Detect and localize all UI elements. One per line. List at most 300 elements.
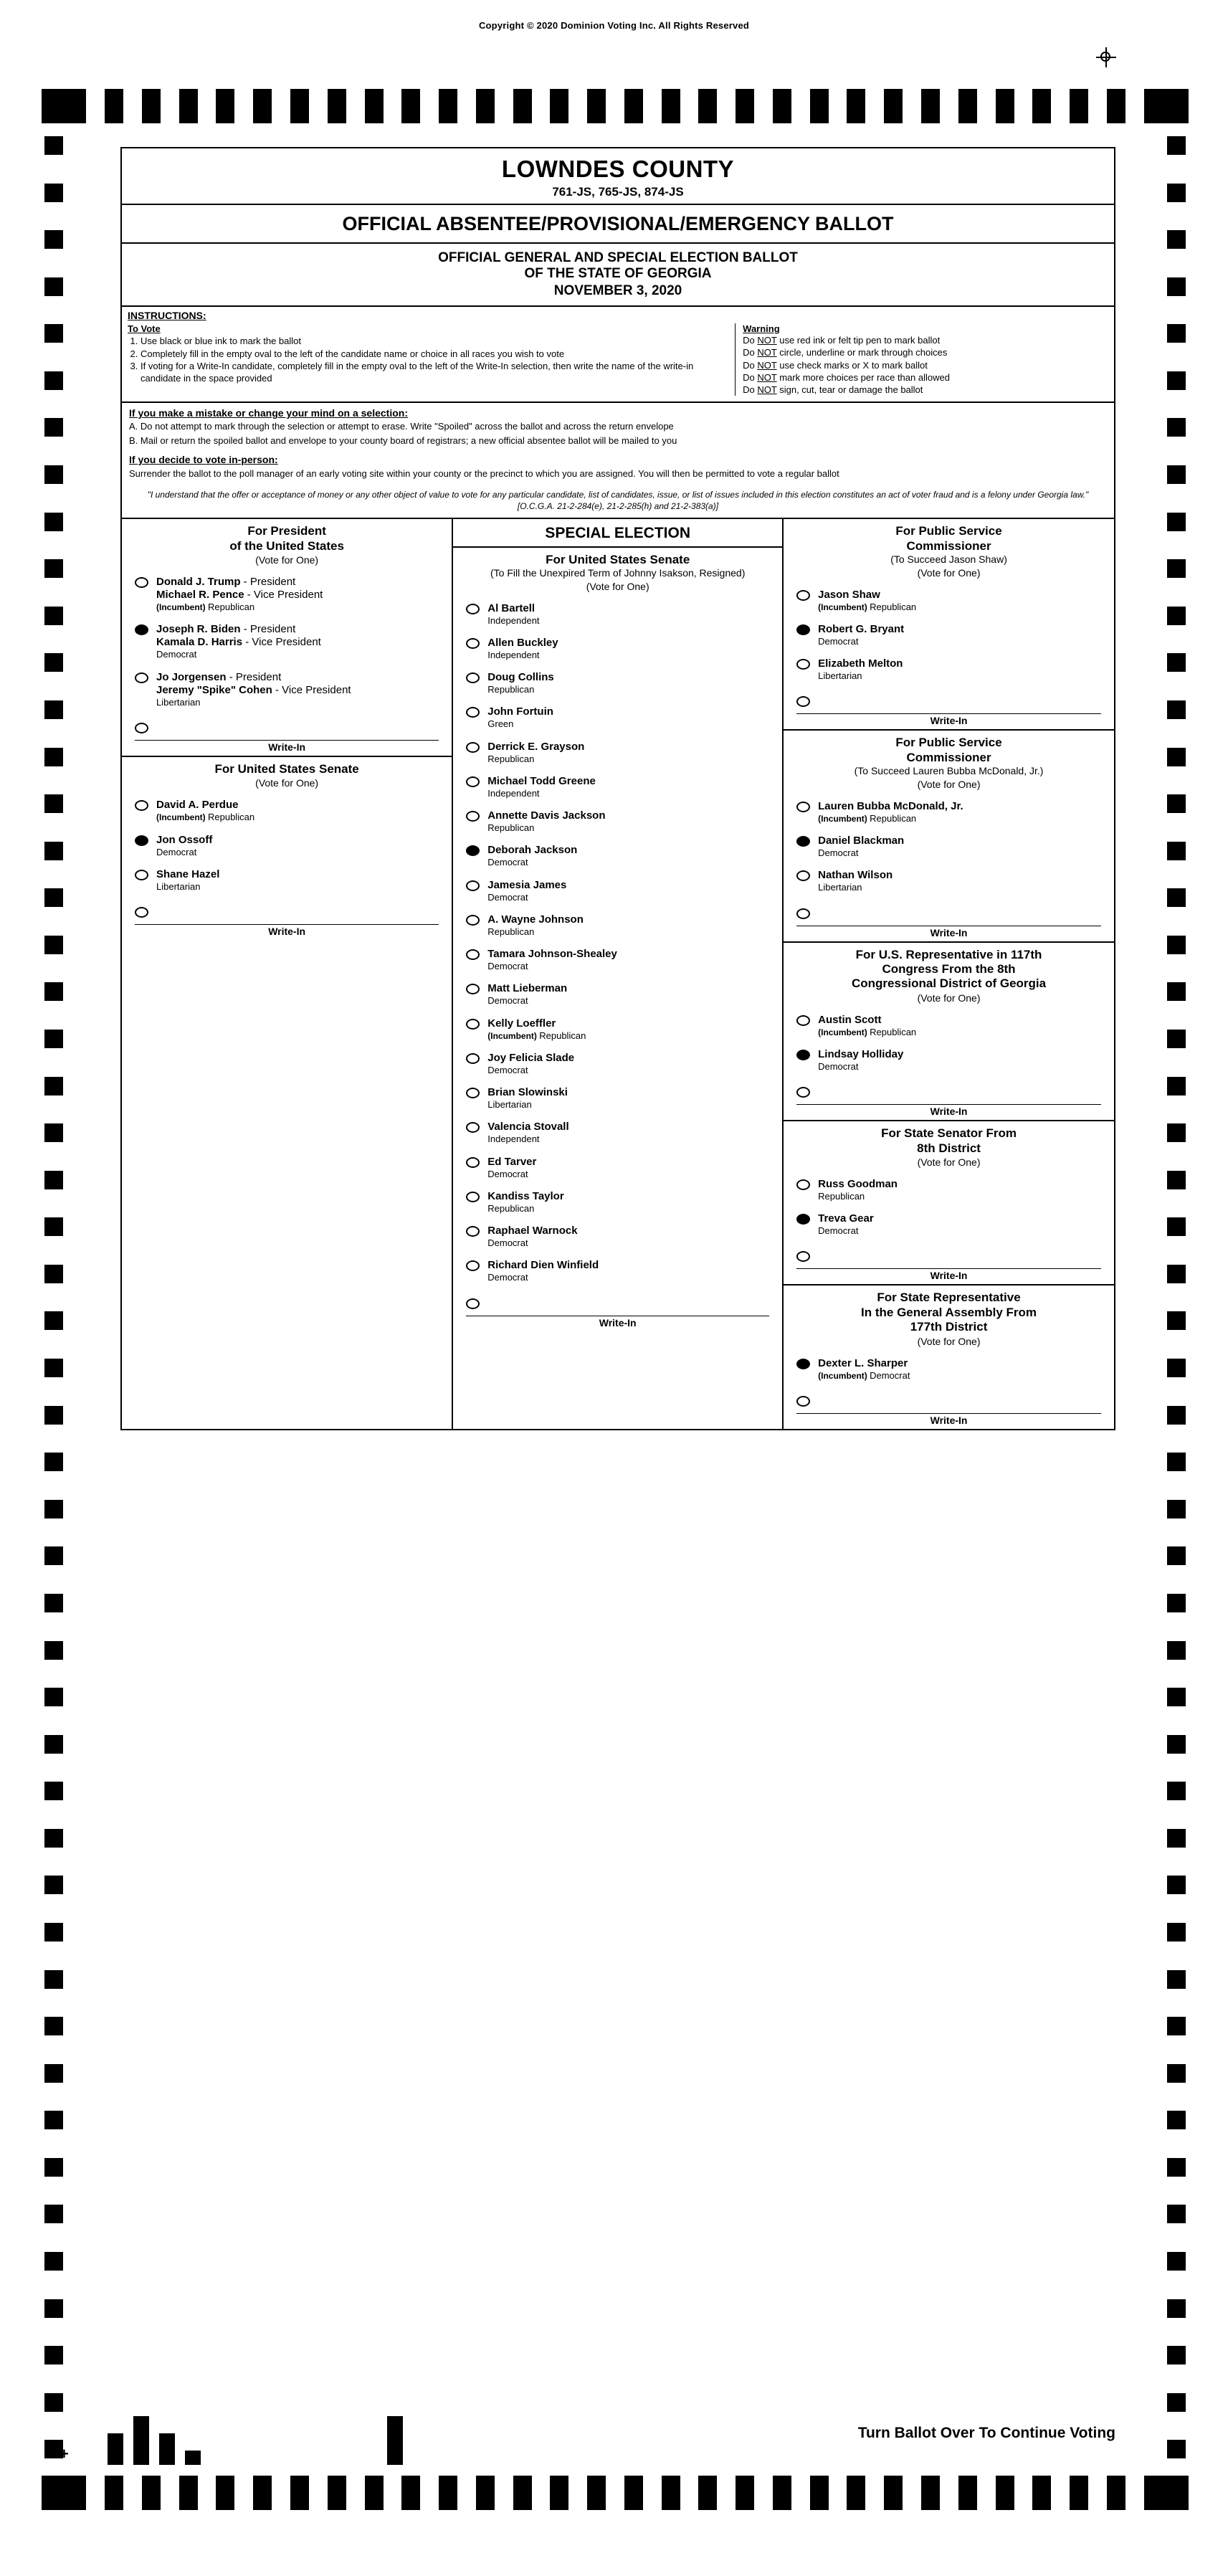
- write-in-section[interactable]: [784, 1245, 1114, 1284]
- write-in-option[interactable]: [784, 902, 1114, 924]
- option-body: [487, 1121, 568, 1145]
- write-in-label: Write-In: [796, 1268, 1101, 1281]
- candidate-name: Allen Buckley: [487, 636, 558, 649]
- timing-mark: [1167, 559, 1186, 578]
- write-in-option[interactable]: [122, 716, 452, 738]
- empty-oval-icon[interactable]: [466, 1192, 480, 1202]
- filled-oval-icon[interactable]: [796, 1214, 810, 1225]
- contest-subtitle: (To Fill the Unexpired Term of Johnny Isakson, Resigned): [490, 567, 746, 579]
- ballot-option[interactable]: [122, 571, 452, 618]
- empty-oval-icon[interactable]: [466, 1122, 480, 1133]
- ballot-option[interactable]: [122, 829, 452, 863]
- ballot-option[interactable]: [784, 1009, 1114, 1043]
- empty-oval-icon[interactable]: [796, 802, 810, 812]
- candidate-name: Richard Dien Winfield: [487, 1259, 599, 1272]
- timing-marks-left: [44, 136, 63, 2459]
- ballot-option[interactable]: [122, 794, 452, 828]
- empty-oval-icon[interactable]: [466, 742, 480, 753]
- timing-mark: [587, 2476, 606, 2510]
- timing-mark: [1167, 1311, 1186, 1330]
- contest-options: [122, 569, 452, 716]
- candidate-party: Libertarian: [156, 696, 201, 708]
- option-body: [818, 1212, 874, 1237]
- timing-mark: [439, 89, 457, 123]
- timing-mark: [44, 1359, 63, 1377]
- filled-oval-icon[interactable]: [466, 845, 480, 856]
- empty-oval-icon[interactable]: [796, 1251, 810, 1262]
- candidate-name: Kelly Loeffler: [487, 1017, 556, 1030]
- empty-oval-icon[interactable]: [466, 1088, 480, 1098]
- timing-mark: [1167, 1829, 1186, 1848]
- contest-title: For State Senator From 8th District: [881, 1126, 1017, 1155]
- candidate-party: Democrat: [487, 961, 528, 972]
- write-in-option[interactable]: [784, 1245, 1114, 1267]
- timing-mark: [958, 2476, 977, 2510]
- candidate-name: Robert G. Bryant: [818, 622, 905, 635]
- timing-mark: [1167, 1970, 1186, 1989]
- contest-title: SPECIAL ELECTION: [545, 525, 690, 542]
- contest-options: [784, 1351, 1114, 1389]
- ballot-option[interactable]: [453, 1185, 782, 1220]
- candidate-name: Daniel Blackman: [818, 835, 905, 847]
- option-body: [818, 589, 916, 613]
- candidate-name: A. Wayne Johnson: [487, 913, 584, 926]
- empty-oval-icon[interactable]: [466, 776, 480, 787]
- candidate-office: - President: [226, 670, 282, 683]
- timing-mark: [1167, 1217, 1186, 1236]
- empty-oval-icon[interactable]: [466, 1053, 480, 1064]
- timing-mark: [44, 1500, 63, 1518]
- timing-mark: [44, 888, 63, 907]
- ballot-option[interactable]: [453, 943, 782, 977]
- contest-title: For State Representative In the General Assembly From 177th District: [861, 1291, 1037, 1334]
- filled-oval-icon[interactable]: [796, 624, 810, 635]
- ballot-option[interactable]: [453, 804, 782, 839]
- empty-oval-icon[interactable]: [466, 811, 480, 822]
- candidate-party: (Incumbent) Republican: [156, 602, 255, 613]
- mistake-option-b: B. Mail or return the spoiled ballot and envelope to your county board of registrars; a new official absentee ballot will be mailed to you: [129, 435, 677, 447]
- timing-mark: [44, 513, 63, 531]
- contest: [784, 519, 1114, 731]
- ballot-option[interactable]: [453, 839, 782, 873]
- option-body: [818, 869, 893, 893]
- filled-oval-icon[interactable]: [135, 835, 148, 846]
- timing-mark: [1167, 2017, 1186, 2035]
- timing-mark: [179, 89, 198, 123]
- ballot-option[interactable]: [453, 597, 782, 632]
- timing-mark: [1167, 653, 1186, 672]
- timing-mark: [44, 936, 63, 954]
- timing-marks-top: [42, 89, 1189, 123]
- timing-mark: [44, 1688, 63, 1706]
- write-in-label: Write-In: [135, 740, 439, 753]
- contest-options: [784, 794, 1114, 902]
- timing-mark: [44, 1829, 63, 1848]
- candidate-name: Treva Gear: [818, 1212, 874, 1225]
- warning-line: Do NOT use red ink or felt tip pen to mark ballot: [743, 335, 941, 346]
- timing-mark: [698, 89, 717, 123]
- contest-header: [784, 1285, 1114, 1350]
- ballot-option[interactable]: [784, 1173, 1114, 1207]
- write-in-option[interactable]: [784, 690, 1114, 712]
- timing-mark: [847, 89, 865, 123]
- candidate-party: Democrat: [156, 649, 197, 660]
- option-body: [156, 576, 323, 613]
- ballot-option[interactable]: [784, 618, 1114, 652]
- to-vote-heading: To Vote: [128, 323, 161, 334]
- timing-mark: [44, 2111, 63, 2129]
- incumbent-label: (Incumbent): [156, 812, 208, 823]
- candidate-name: Elizabeth Melton: [818, 657, 903, 670]
- ballot-option[interactable]: [784, 652, 1114, 687]
- timing-mark: [662, 89, 680, 123]
- option-body: [818, 623, 904, 647]
- filled-oval-icon[interactable]: [135, 624, 148, 635]
- ballot-option[interactable]: [453, 1047, 782, 1081]
- timing-mark: [958, 89, 977, 123]
- option-body: [487, 1017, 586, 1042]
- candidate-name: Jon Ossoff: [156, 833, 213, 846]
- ballot-option[interactable]: [453, 1151, 782, 1185]
- filled-oval-icon[interactable]: [796, 1359, 810, 1369]
- timing-mark: [1167, 1688, 1186, 1706]
- timing-mark: [179, 2476, 198, 2510]
- ballot-option[interactable]: [453, 736, 782, 770]
- option-body: [487, 1259, 599, 1283]
- candidate-name: Deborah Jackson: [487, 844, 578, 857]
- candidate-party: Democrat: [487, 995, 528, 1007]
- empty-oval-icon[interactable]: [796, 696, 810, 707]
- timing-mark: [884, 89, 903, 123]
- timing-mark: [1107, 2476, 1125, 2510]
- filled-oval-icon[interactable]: [796, 836, 810, 847]
- ballot-option[interactable]: [784, 1043, 1114, 1078]
- write-in-label: Write-In: [796, 1413, 1101, 1426]
- incumbent-label: (Incumbent): [818, 1027, 870, 1037]
- timing-mark: [44, 1876, 63, 1894]
- option-body: [487, 705, 553, 730]
- ballot-option[interactable]: [453, 770, 782, 804]
- candidate-party: Libertarian: [818, 882, 862, 893]
- empty-oval-icon[interactable]: [796, 1179, 810, 1190]
- timing-mark: [476, 89, 495, 123]
- option-body: [487, 1225, 577, 1249]
- contest-vote-for: (Vote for One): [917, 992, 981, 1004]
- contest-title: For Public Service Commissioner: [895, 524, 1002, 553]
- county-name: LOWNDES COUNTY: [501, 156, 735, 182]
- ballot-option[interactable]: [784, 584, 1114, 618]
- timing-mark: [1070, 89, 1088, 123]
- write-in-section[interactable]: [784, 690, 1114, 729]
- timing-mark: [773, 2476, 791, 2510]
- write-in-section[interactable]: [453, 1292, 782, 1331]
- write-in-section[interactable]: [784, 902, 1114, 941]
- timing-mark: [44, 842, 63, 860]
- ballot-option[interactable]: [453, 977, 782, 1012]
- timing-mark: [1032, 89, 1051, 123]
- contest-title: For U.S. Representative in 117th Congress From the 8th Congressional District of Georgia: [851, 947, 1047, 991]
- timing-mark: [1167, 842, 1186, 860]
- ballot-election-header: [122, 244, 1114, 307]
- instructions-section: [122, 307, 1114, 403]
- timing-mark: [1167, 1171, 1186, 1189]
- candidate-name: Matt Lieberman: [487, 982, 568, 995]
- timing-mark: [1167, 2064, 1186, 2083]
- contest-vote-for: (Vote for One): [917, 1156, 981, 1168]
- timing-mark: [44, 2252, 63, 2271]
- timing-mark: [996, 89, 1014, 123]
- timing-mark: [44, 1265, 63, 1283]
- timing-mark: [216, 2476, 234, 2510]
- empty-oval-icon[interactable]: [466, 1157, 480, 1168]
- timing-mark: [1167, 1546, 1186, 1565]
- candidate-name: Annette Davis Jackson: [487, 809, 606, 822]
- option-body: [818, 657, 903, 682]
- ballot-option[interactable]: [453, 874, 782, 908]
- running-mate-office: - Vice President: [272, 683, 351, 696]
- timing-mark: [44, 1123, 63, 1142]
- registration-target-icon: [1096, 47, 1116, 67]
- candidate-party: Democrat: [156, 846, 197, 857]
- contest-title: For Public Service Commissioner: [895, 736, 1002, 764]
- timing-mark: [847, 2476, 865, 2510]
- ballot-option[interactable]: [784, 795, 1114, 830]
- candidate-name: Ed Tarver: [487, 1155, 537, 1168]
- write-in-option[interactable]: [784, 1080, 1114, 1103]
- timing-mark: [328, 2476, 346, 2510]
- option-body: [818, 800, 963, 824]
- timing-mark: [44, 559, 63, 578]
- timing-mark: [1167, 1594, 1186, 1612]
- write-in-section[interactable]: [122, 900, 452, 940]
- option-body: [487, 982, 567, 1007]
- candidate-party: (Incumbent) Republican: [156, 812, 255, 823]
- ballot-option[interactable]: [453, 1116, 782, 1150]
- contest-vote-for: (Vote for One): [917, 778, 981, 790]
- ballot-option[interactable]: [453, 666, 782, 700]
- candidate-office: - President: [240, 576, 296, 589]
- empty-oval-icon[interactable]: [466, 880, 480, 891]
- empty-oval-icon[interactable]: [796, 1396, 810, 1407]
- timing-mark: [44, 371, 63, 390]
- instructions-to-vote: [128, 323, 736, 396]
- candidate-party: Democrat: [487, 891, 528, 903]
- empty-oval-icon[interactable]: [135, 577, 148, 588]
- candidate-name: Kandiss Taylor: [487, 1189, 564, 1202]
- timing-mark: [587, 89, 606, 123]
- empty-oval-icon[interactable]: [135, 800, 148, 811]
- timing-mark: [142, 2476, 161, 2510]
- empty-oval-icon[interactable]: [135, 907, 148, 918]
- timing-mark: [44, 1923, 63, 1941]
- option-body: [818, 1048, 903, 1073]
- candidate-party: Libertarian: [818, 670, 862, 682]
- timing-mark: [44, 136, 63, 155]
- contest-header: [784, 1121, 1114, 1171]
- timing-mark: [105, 89, 123, 123]
- contest-header: [784, 943, 1114, 1007]
- candidate-name: Jamesia James: [487, 878, 567, 891]
- empty-oval-icon[interactable]: [796, 870, 810, 881]
- option-body: [156, 868, 219, 893]
- timing-mark: [921, 2476, 940, 2510]
- timing-mark: [44, 465, 63, 484]
- option-body: [487, 809, 605, 834]
- timing-mark: [44, 2299, 63, 2318]
- write-in-option[interactable]: [122, 900, 452, 923]
- write-in-section[interactable]: [122, 716, 452, 756]
- timing-mark: [365, 2476, 384, 2510]
- write-in-section[interactable]: [784, 1080, 1114, 1120]
- ballot-option[interactable]: [784, 830, 1114, 864]
- timing-mark: [1032, 2476, 1051, 2510]
- timing-mark: [290, 2476, 309, 2510]
- ballot-option[interactable]: [453, 1254, 782, 1288]
- candidate-party: (Incumbent) Democrat: [818, 1369, 910, 1381]
- candidate-name: Brian Slowinski: [487, 1086, 568, 1099]
- copyright-notice: Copyright © 2020 Dominion Voting Inc. All Rights Reserved: [478, 20, 750, 31]
- incumbent-label: (Incumbent): [818, 1370, 870, 1381]
- instructions-title: INSTRUCTIONS:: [128, 310, 206, 321]
- candidate-name: David A. Perdue: [156, 799, 239, 812]
- candidate-party: Independent: [487, 614, 540, 626]
- write-in-option[interactable]: [453, 1292, 782, 1314]
- empty-oval-icon[interactable]: [135, 870, 148, 880]
- empty-oval-icon[interactable]: [466, 949, 480, 960]
- mistake-heading: If you make a mistake or change your mind on a selection:: [129, 407, 408, 419]
- candidate-name: Dexter L. Sharper: [818, 1356, 908, 1369]
- timing-mark: [1167, 607, 1186, 625]
- ballot-option[interactable]: [453, 908, 782, 943]
- option-body: [818, 1014, 916, 1038]
- ballot-option[interactable]: [122, 666, 452, 713]
- timing-mark: [44, 794, 63, 813]
- empty-oval-icon[interactable]: [135, 723, 148, 733]
- timing-mark: [44, 2064, 63, 2083]
- write-in-section[interactable]: [784, 1389, 1114, 1429]
- timing-mark: [44, 1735, 63, 1754]
- timing-mark: [773, 89, 791, 123]
- timing-mark: [1167, 184, 1186, 202]
- timing-mark: [44, 324, 63, 343]
- candidate-name: John Fortuin: [487, 705, 553, 718]
- empty-oval-icon[interactable]: [466, 1226, 480, 1237]
- timing-mark: [216, 89, 234, 123]
- ballot-option[interactable]: [453, 1012, 782, 1047]
- empty-oval-icon[interactable]: [466, 915, 480, 926]
- ballot-option[interactable]: [784, 864, 1114, 898]
- write-in-option[interactable]: [784, 1389, 1114, 1412]
- candidate-name: Nathan Wilson: [818, 869, 893, 882]
- empty-oval-icon[interactable]: [466, 604, 480, 614]
- timing-mark: [1167, 324, 1186, 343]
- ballot-option[interactable]: [453, 1081, 782, 1116]
- empty-oval-icon[interactable]: [466, 1298, 480, 1309]
- timing-mark: [1167, 1876, 1186, 1894]
- candidate-party: (Incumbent) Republican: [818, 812, 917, 824]
- option-body: [487, 741, 584, 765]
- option-body: [487, 1156, 536, 1180]
- contest-header: [122, 519, 452, 569]
- timing-mark: [1070, 2476, 1088, 2510]
- warning-line: Do NOT circle, underline or mark through choices: [743, 347, 948, 358]
- empty-oval-icon[interactable]: [466, 1260, 480, 1271]
- contest: [453, 519, 782, 547]
- turn-over-notice: Turn Ballot Over To Continue Voting: [857, 2425, 1115, 2441]
- timing-mark: [1167, 1265, 1186, 1283]
- empty-oval-icon[interactable]: [466, 672, 480, 683]
- contest-header: [453, 519, 782, 546]
- empty-oval-icon[interactable]: [796, 1015, 810, 1026]
- ballot-option[interactable]: [122, 618, 452, 665]
- empty-oval-icon[interactable]: [796, 590, 810, 601]
- empty-oval-icon[interactable]: [135, 672, 148, 683]
- candidate-party: Independent: [487, 787, 540, 799]
- empty-oval-icon[interactable]: [796, 908, 810, 919]
- timing-mark: [1167, 748, 1186, 766]
- empty-oval-icon[interactable]: [466, 984, 480, 994]
- ballot-option[interactable]: [453, 1220, 782, 1254]
- candidate-name: Tamara Johnson-Shealey: [487, 948, 617, 961]
- candidate-party: Democrat: [487, 1237, 528, 1249]
- contest-title: For President of the United States: [229, 524, 344, 553]
- timing-mark: [884, 2476, 903, 2510]
- column-right: [784, 519, 1114, 1428]
- election-title-line1: OFFICIAL GENERAL AND SPECIAL ELECTION BALLOT: [438, 250, 798, 265]
- candidate-party: Republican: [487, 753, 535, 764]
- contest-options: [453, 596, 782, 1292]
- candidate-party: Democrat: [487, 1272, 528, 1283]
- empty-oval-icon[interactable]: [466, 707, 480, 718]
- ballot-option[interactable]: [453, 632, 782, 666]
- timing-mark: [736, 89, 754, 123]
- timing-mark: [698, 2476, 717, 2510]
- option-body: [487, 948, 617, 972]
- timing-mark: [1167, 1453, 1186, 1471]
- empty-oval-icon[interactable]: [796, 659, 810, 670]
- timing-mark: [44, 1641, 63, 1660]
- ballot-option[interactable]: [122, 863, 452, 898]
- column-middle: [453, 519, 784, 1428]
- filled-oval-icon[interactable]: [796, 1050, 810, 1060]
- contest-title: For United States Senate: [214, 761, 359, 776]
- timing-mark: [1107, 89, 1125, 123]
- ballot-option[interactable]: [784, 1352, 1114, 1387]
- ballot-type-title: OFFICIAL ABSENTEE/PROVISIONAL/EMERGENCY BALLOT: [122, 205, 1114, 244]
- timing-mark: [401, 89, 420, 123]
- timing-mark: [1167, 936, 1186, 954]
- candidate-name: Michael Todd Greene: [487, 774, 596, 787]
- timing-mark: [1167, 1923, 1186, 1941]
- timing-mark: [1167, 513, 1186, 531]
- mistake-instructions: [122, 403, 1114, 452]
- timing-mark: [513, 2476, 532, 2510]
- timing-mark: [921, 89, 940, 123]
- ballot-frame: [120, 147, 1115, 1430]
- candidate-party: Republican: [487, 1202, 535, 1214]
- ballot-option[interactable]: [453, 700, 782, 735]
- ballot-option[interactable]: [784, 1207, 1114, 1242]
- empty-oval-icon[interactable]: [466, 638, 480, 649]
- timing-mark: [44, 2017, 63, 2035]
- timing-mark: [1167, 2346, 1186, 2364]
- timing-marks-bottom: [42, 2476, 1189, 2510]
- candidate-party: Independent: [487, 1133, 540, 1145]
- empty-oval-icon[interactable]: [466, 1019, 480, 1030]
- timing-mark: [1167, 230, 1186, 249]
- timing-mark: [44, 418, 63, 437]
- empty-oval-icon[interactable]: [796, 1087, 810, 1098]
